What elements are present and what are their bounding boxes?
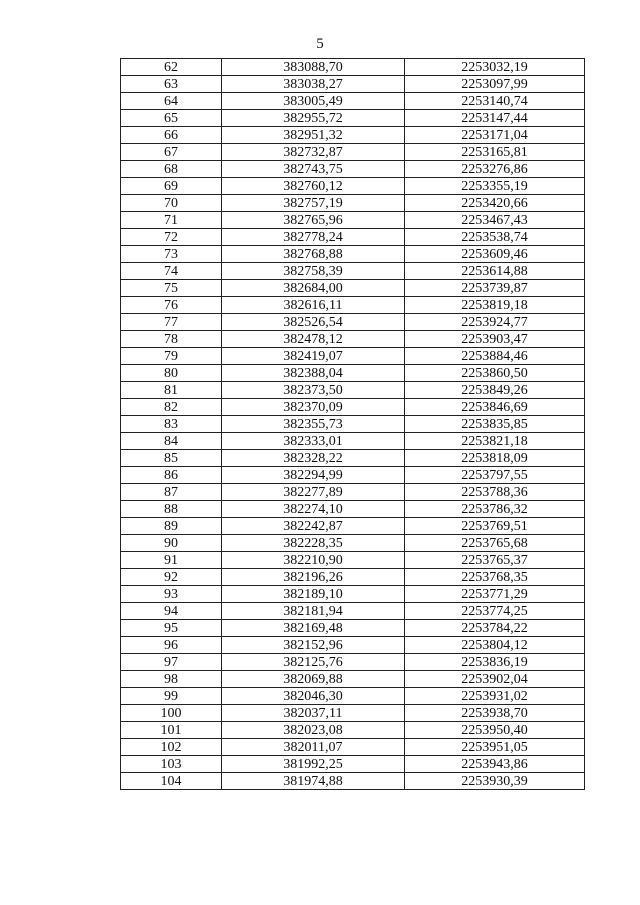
- point-number-cell: 87: [121, 484, 222, 501]
- x-coordinate-cell: 382765,96: [222, 212, 405, 229]
- table-row: [121, 348, 585, 365]
- x-coordinate-cell: 382373,50: [222, 382, 405, 399]
- y-coordinate-cell: 2253032,19: [405, 59, 585, 76]
- point-number-cell: 86: [121, 467, 222, 484]
- point-number-cell: 69: [121, 178, 222, 195]
- point-number-cell: 91: [121, 552, 222, 569]
- point-number-cell: 101: [121, 722, 222, 739]
- point-number-cell: 80: [121, 365, 222, 382]
- table-row: [121, 501, 585, 518]
- x-coordinate-cell: 382388,04: [222, 365, 405, 382]
- x-coordinate-cell: 382768,88: [222, 246, 405, 263]
- y-coordinate-cell: 2253924,77: [405, 314, 585, 331]
- x-coordinate-cell: 382125,76: [222, 654, 405, 671]
- point-number-cell: 99: [121, 688, 222, 705]
- table-row: [121, 93, 585, 110]
- table-row: [121, 739, 585, 756]
- coordinates-table-body: [121, 59, 585, 790]
- point-number-cell: 62: [121, 59, 222, 76]
- y-coordinate-cell: 2253420,66: [405, 195, 585, 212]
- point-number-cell: 98: [121, 671, 222, 688]
- table-row: [121, 688, 585, 705]
- point-number-cell: 81: [121, 382, 222, 399]
- table-row: [121, 399, 585, 416]
- table-row: [121, 382, 585, 399]
- point-number-cell: 72: [121, 229, 222, 246]
- y-coordinate-cell: 2253786,32: [405, 501, 585, 518]
- x-coordinate-cell: 382069,88: [222, 671, 405, 688]
- x-coordinate-cell: 382732,87: [222, 144, 405, 161]
- point-number-cell: 68: [121, 161, 222, 178]
- x-coordinate-cell: 382294,99: [222, 467, 405, 484]
- table-row: [121, 433, 585, 450]
- y-coordinate-cell: 2253931,02: [405, 688, 585, 705]
- table-row: [121, 773, 585, 790]
- y-coordinate-cell: 2253951,05: [405, 739, 585, 756]
- point-number-cell: 102: [121, 739, 222, 756]
- x-coordinate-cell: 382196,26: [222, 569, 405, 586]
- y-coordinate-cell: 2253771,29: [405, 586, 585, 603]
- point-number-cell: 90: [121, 535, 222, 552]
- y-coordinate-cell: 2253797,55: [405, 467, 585, 484]
- y-coordinate-cell: 2253804,12: [405, 637, 585, 654]
- point-number-cell: 104: [121, 773, 222, 790]
- x-coordinate-cell: 382370,09: [222, 399, 405, 416]
- table-row: [121, 161, 585, 178]
- table-row: [121, 127, 585, 144]
- y-coordinate-cell: 2253849,26: [405, 382, 585, 399]
- table-row: [121, 212, 585, 229]
- y-coordinate-cell: 2253739,87: [405, 280, 585, 297]
- y-coordinate-cell: 2253788,36: [405, 484, 585, 501]
- y-coordinate-cell: 2253818,09: [405, 450, 585, 467]
- table-row: [121, 76, 585, 93]
- x-coordinate-cell: 382526,54: [222, 314, 405, 331]
- page-number: 5: [316, 36, 324, 52]
- x-coordinate-cell: 382758,39: [222, 263, 405, 280]
- point-number-cell: 82: [121, 399, 222, 416]
- y-coordinate-cell: 2253903,47: [405, 331, 585, 348]
- x-coordinate-cell: 382023,08: [222, 722, 405, 739]
- point-number-cell: 83: [121, 416, 222, 433]
- x-coordinate-cell: 382760,12: [222, 178, 405, 195]
- table-row: [121, 518, 585, 535]
- x-coordinate-cell: 383005,49: [222, 93, 405, 110]
- table-row: [121, 178, 585, 195]
- table-row: [121, 705, 585, 722]
- point-number-cell: 88: [121, 501, 222, 518]
- x-coordinate-cell: 382037,11: [222, 705, 405, 722]
- table-row: [121, 416, 585, 433]
- y-coordinate-cell: 2253902,04: [405, 671, 585, 688]
- y-coordinate-cell: 2253276,86: [405, 161, 585, 178]
- y-coordinate-cell: 2253938,70: [405, 705, 585, 722]
- y-coordinate-cell: 2253165,81: [405, 144, 585, 161]
- x-coordinate-cell: 383038,27: [222, 76, 405, 93]
- point-number-cell: 100: [121, 705, 222, 722]
- x-coordinate-cell: 382277,89: [222, 484, 405, 501]
- x-coordinate-cell: 382210,90: [222, 552, 405, 569]
- table-row: [121, 331, 585, 348]
- table-row: [121, 365, 585, 382]
- x-coordinate-cell: 382616,11: [222, 297, 405, 314]
- y-coordinate-cell: 2253846,69: [405, 399, 585, 416]
- x-coordinate-cell: 382181,94: [222, 603, 405, 620]
- table-row: [121, 620, 585, 637]
- x-coordinate-cell: 382684,00: [222, 280, 405, 297]
- point-number-cell: 75: [121, 280, 222, 297]
- x-coordinate-cell: 382743,75: [222, 161, 405, 178]
- table-row: [121, 637, 585, 654]
- table-row: [121, 552, 585, 569]
- x-coordinate-cell: 382778,24: [222, 229, 405, 246]
- table-row: [121, 229, 585, 246]
- y-coordinate-cell: 2253769,51: [405, 518, 585, 535]
- x-coordinate-cell: 382169,48: [222, 620, 405, 637]
- y-coordinate-cell: 2253943,86: [405, 756, 585, 773]
- x-coordinate-cell: 382355,73: [222, 416, 405, 433]
- table-row: [121, 569, 585, 586]
- x-coordinate-cell: 382189,10: [222, 586, 405, 603]
- x-coordinate-cell: 382951,32: [222, 127, 405, 144]
- x-coordinate-cell: 382152,96: [222, 637, 405, 654]
- y-coordinate-cell: 2253171,04: [405, 127, 585, 144]
- point-number-cell: 103: [121, 756, 222, 773]
- x-coordinate-cell: 382274,10: [222, 501, 405, 518]
- point-number-cell: 93: [121, 586, 222, 603]
- x-coordinate-cell: 383088,70: [222, 59, 405, 76]
- y-coordinate-cell: 2253784,22: [405, 620, 585, 637]
- point-number-cell: 79: [121, 348, 222, 365]
- y-coordinate-cell: 2253147,44: [405, 110, 585, 127]
- y-coordinate-cell: 2253950,40: [405, 722, 585, 739]
- table-row: [121, 110, 585, 127]
- point-number-cell: 63: [121, 76, 222, 93]
- y-coordinate-cell: 2253538,74: [405, 229, 585, 246]
- point-number-cell: 67: [121, 144, 222, 161]
- y-coordinate-cell: 2253467,43: [405, 212, 585, 229]
- y-coordinate-cell: 2253765,68: [405, 535, 585, 552]
- y-coordinate-cell: 2253765,37: [405, 552, 585, 569]
- y-coordinate-cell: 2253609,46: [405, 246, 585, 263]
- y-coordinate-cell: 2253768,35: [405, 569, 585, 586]
- table-row: [121, 59, 585, 76]
- y-coordinate-cell: 2253614,88: [405, 263, 585, 280]
- y-coordinate-cell: 2253821,18: [405, 433, 585, 450]
- table-row: [121, 246, 585, 263]
- table-row: [121, 314, 585, 331]
- y-coordinate-cell: 2253774,25: [405, 603, 585, 620]
- x-coordinate-cell: 382242,87: [222, 518, 405, 535]
- point-number-cell: 66: [121, 127, 222, 144]
- y-coordinate-cell: 2253930,39: [405, 773, 585, 790]
- table-row: [121, 654, 585, 671]
- point-number-cell: 97: [121, 654, 222, 671]
- point-number-cell: 78: [121, 331, 222, 348]
- y-coordinate-cell: 2253355,19: [405, 178, 585, 195]
- point-number-cell: 94: [121, 603, 222, 620]
- y-coordinate-cell: 2253836,19: [405, 654, 585, 671]
- point-number-cell: 76: [121, 297, 222, 314]
- point-number-cell: 96: [121, 637, 222, 654]
- x-coordinate-cell: 382955,72: [222, 110, 405, 127]
- point-number-cell: 74: [121, 263, 222, 280]
- y-coordinate-cell: 2253819,18: [405, 297, 585, 314]
- table-row: [121, 263, 585, 280]
- point-number-cell: 70: [121, 195, 222, 212]
- table-row: [121, 722, 585, 739]
- y-coordinate-cell: 2253097,99: [405, 76, 585, 93]
- y-coordinate-cell: 2253884,46: [405, 348, 585, 365]
- point-number-cell: 77: [121, 314, 222, 331]
- coordinates-table: [120, 58, 585, 790]
- table-row: [121, 467, 585, 484]
- point-number-cell: 73: [121, 246, 222, 263]
- table-row: [121, 484, 585, 501]
- table-row: [121, 144, 585, 161]
- x-coordinate-cell: 382228,35: [222, 535, 405, 552]
- point-number-cell: 95: [121, 620, 222, 637]
- table-row: [121, 603, 585, 620]
- x-coordinate-cell: 382328,22: [222, 450, 405, 467]
- point-number-cell: 89: [121, 518, 222, 535]
- x-coordinate-cell: 382419,07: [222, 348, 405, 365]
- x-coordinate-cell: 382011,07: [222, 739, 405, 756]
- point-number-cell: 65: [121, 110, 222, 127]
- y-coordinate-cell: 2253140,74: [405, 93, 585, 110]
- y-coordinate-cell: 2253860,50: [405, 365, 585, 382]
- x-coordinate-cell: 382333,01: [222, 433, 405, 450]
- table-row: [121, 297, 585, 314]
- table-row: [121, 671, 585, 688]
- x-coordinate-cell: 381992,25: [222, 756, 405, 773]
- table-row: [121, 756, 585, 773]
- x-coordinate-cell: 382757,19: [222, 195, 405, 212]
- x-coordinate-cell: 382478,12: [222, 331, 405, 348]
- x-coordinate-cell: 381974,88: [222, 773, 405, 790]
- table-row: [121, 195, 585, 212]
- point-number-cell: 64: [121, 93, 222, 110]
- x-coordinate-cell: 382046,30: [222, 688, 405, 705]
- table-row: [121, 535, 585, 552]
- y-coordinate-cell: 2253835,85: [405, 416, 585, 433]
- table-row: [121, 280, 585, 297]
- point-number-cell: 84: [121, 433, 222, 450]
- point-number-cell: 92: [121, 569, 222, 586]
- table-row: [121, 586, 585, 603]
- point-number-cell: 85: [121, 450, 222, 467]
- point-number-cell: 71: [121, 212, 222, 229]
- table-row: [121, 450, 585, 467]
